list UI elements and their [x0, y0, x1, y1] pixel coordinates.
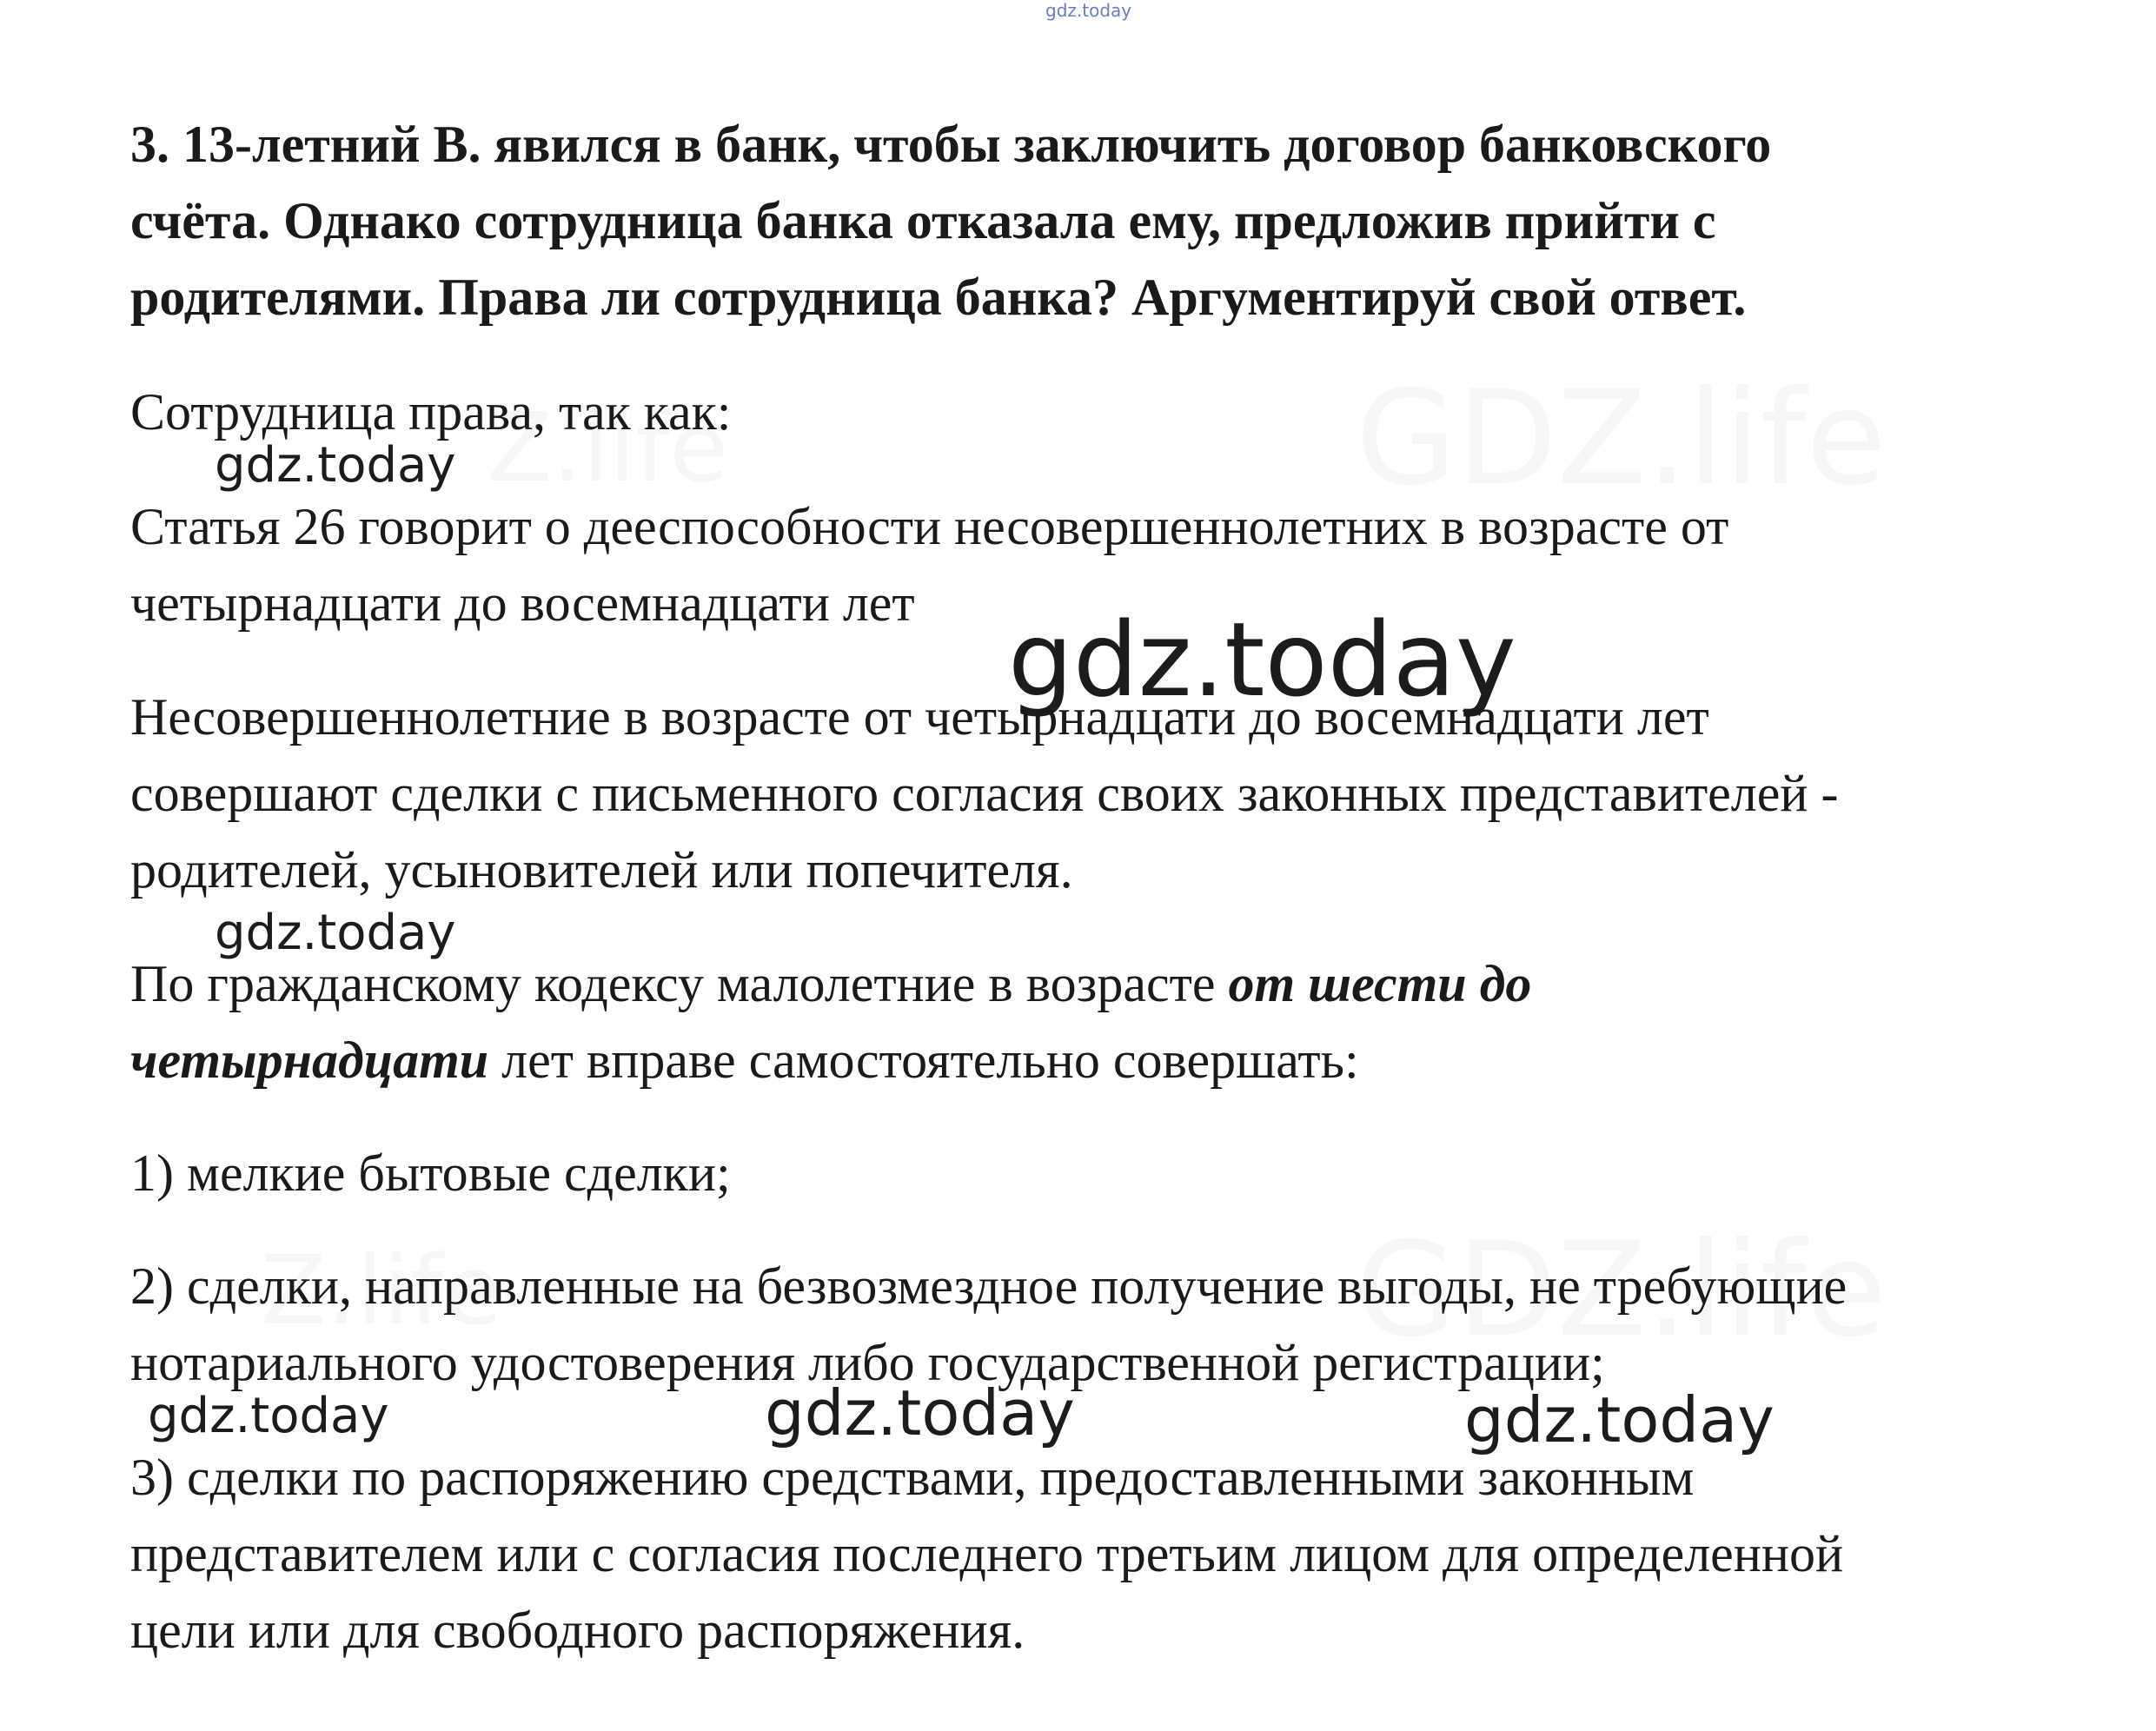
civil-code-text: лет вправе самостоятельно совершать:: [488, 1031, 1359, 1089]
list-item-1: 1) мелкие бытовые сделки;: [130, 1144, 731, 1202]
civil-code-text: По гражданскому кодексу малолетние в возрасте: [130, 955, 1229, 1012]
emphasis-age-range: четырнадцати: [130, 1031, 489, 1089]
question-line: родителями. Права ли сотрудница банка? Аргументируй свой ответ.: [130, 269, 1747, 326]
minors-line: совершают сделки с письменного согласия своих законных представителей -: [130, 765, 1839, 822]
list-item-3-line: представителем или с согласия последнего третьим лицом для определенной: [130, 1525, 1844, 1582]
question-line: 3. 13-летний В. явился в банк, чтобы заключить договор банковского: [130, 116, 1772, 173]
list-item-2-line: нотариального удостоверения либо государственной регистрации;: [130, 1334, 1605, 1391]
minors-paragraph: [130, 679, 1838, 908]
list-item-2-line: 2) сделки, направленные на безвозмездное получение выгоды, не требующие: [130, 1257, 1848, 1315]
article-line: четырнадцати до восемнадцати лет: [130, 574, 915, 632]
watermark-top: gdz.today: [1045, 0, 1132, 21]
list-item-3-line: цели или для свободного распоряжения.: [130, 1602, 1025, 1659]
list-item-3: [130, 1439, 1843, 1668]
civil-code-line: [130, 1022, 1531, 1098]
answer-intro: Сотрудница права, так как:: [130, 383, 732, 441]
watermark: gdz.today: [148, 1388, 389, 1444]
watermark: gdz.today: [215, 437, 456, 494]
question-line: счёта. Однако сотрудница банка отказала ему, предложив прийти с: [130, 192, 1716, 249]
list-item-3-line: 3) сделки по распоряжению средствами, предоставленными законным: [130, 1449, 1695, 1506]
watermark: gdz.today: [765, 1376, 1075, 1449]
watermark-large: gdz.today: [1008, 600, 1516, 720]
watermark: gdz.today: [215, 905, 456, 961]
emphasis-age-range: от шести до: [1228, 955, 1532, 1012]
watermark: gdz.today: [1464, 1383, 1775, 1456]
article-line: Статья 26 говорит о дееспособности несовершеннолетних в возрасте от: [130, 498, 1729, 555]
minors-line: родителей, усыновителей или попечителя.: [130, 841, 1073, 899]
civil-code-line: [130, 945, 1531, 1022]
minors-line: Несовершеннолетние в возрасте от четырнадцати до восемнадцати лет: [130, 688, 1709, 746]
question-text: [130, 106, 1771, 335]
faint-watermark: [1356, 374, 1887, 504]
civil-code-paragraph: [130, 945, 1531, 1098]
